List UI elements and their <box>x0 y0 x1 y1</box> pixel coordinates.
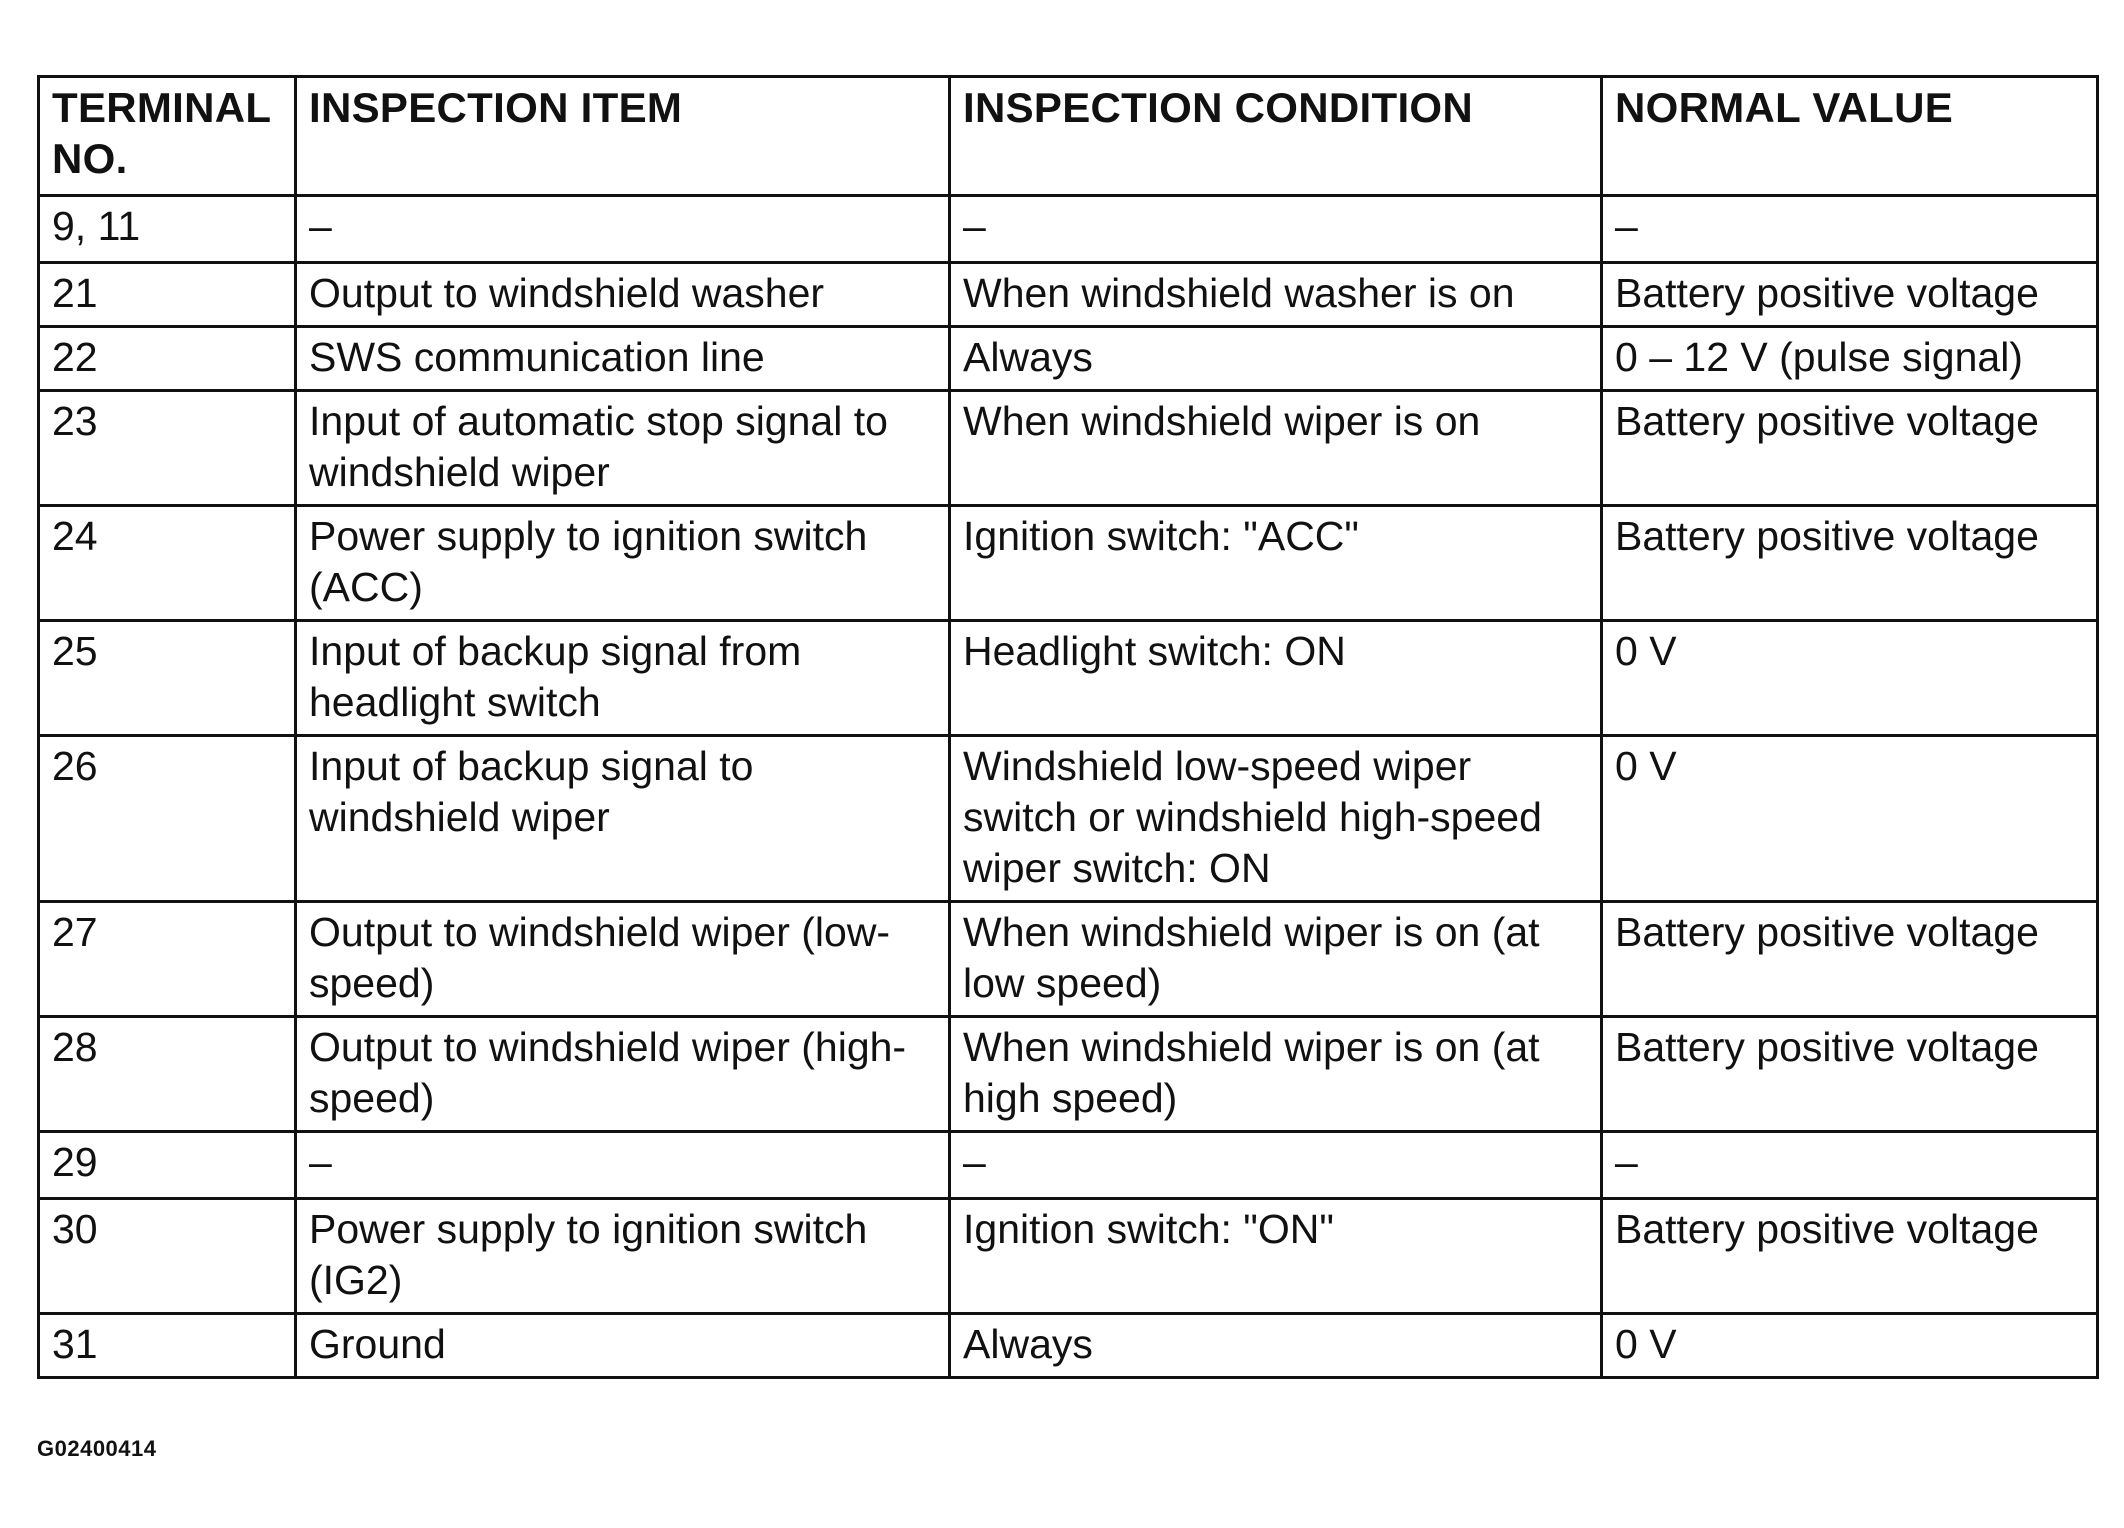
cell-inspection-item: Ground <box>296 1314 950 1378</box>
cell-terminal-no: 31 <box>39 1314 296 1378</box>
cell-normal-value: Battery positive voltage <box>1602 902 2098 1017</box>
cell-terminal-no: 26 <box>39 736 296 902</box>
cell-normal-value: Battery positive voltage <box>1602 391 2098 506</box>
cell-inspection-condition: Always <box>950 1314 1602 1378</box>
cell-inspection-condition: – <box>950 1132 1602 1199</box>
header-inspection-condition: INSPECTION CONDITION <box>950 77 1602 196</box>
cell-terminal-no: 21 <box>39 263 296 327</box>
table-row <box>39 391 2098 506</box>
table-row <box>39 263 2098 327</box>
cell-normal-value: Battery positive voltage <box>1602 506 2098 621</box>
table-row <box>39 506 2098 621</box>
cell-inspection-condition: Ignition switch: "ON" <box>950 1199 1602 1314</box>
cell-inspection-item: Input of backup signal from headlight switch <box>296 621 950 736</box>
cell-inspection-item: Input of automatic stop signal to windshield wiper <box>296 391 950 506</box>
cell-terminal-no: 30 <box>39 1199 296 1314</box>
cell-terminal-no: 27 <box>39 902 296 1017</box>
terminal-inspection-table <box>37 75 2099 1379</box>
cell-terminal-no: 25 <box>39 621 296 736</box>
table-row <box>39 1017 2098 1132</box>
table-row <box>39 327 2098 391</box>
cell-inspection-item: Output to windshield wiper (low-speed) <box>296 902 950 1017</box>
cell-normal-value: Battery positive voltage <box>1602 1017 2098 1132</box>
table-row <box>39 1314 2098 1378</box>
figure-code: G02400414 <box>37 1436 157 1461</box>
cell-normal-value: – <box>1602 196 2098 263</box>
cell-normal-value: 0 V <box>1602 1314 2098 1378</box>
cell-terminal-no: 23 <box>39 391 296 506</box>
cell-inspection-item: Output to windshield wiper (high-speed) <box>296 1017 950 1132</box>
cell-inspection-condition: Ignition switch: "ACC" <box>950 506 1602 621</box>
cell-inspection-condition: Windshield low-speed wiper switch or windshield high-speed wiper switch: ON <box>950 736 1602 902</box>
cell-normal-value: 0 V <box>1602 621 2098 736</box>
cell-terminal-no: 28 <box>39 1017 296 1132</box>
cell-inspection-condition: When windshield wiper is on (at high speed) <box>950 1017 1602 1132</box>
cell-inspection-item: Output to windshield washer <box>296 263 950 327</box>
cell-terminal-no: 29 <box>39 1132 296 1199</box>
cell-inspection-item: – <box>296 1132 950 1199</box>
cell-normal-value: Battery positive voltage <box>1602 263 2098 327</box>
cell-inspection-condition: Headlight switch: ON <box>950 621 1602 736</box>
cell-terminal-no: 9, 11 <box>39 196 296 263</box>
cell-inspection-item: SWS communication line <box>296 327 950 391</box>
header-row <box>39 77 2098 196</box>
cell-inspection-condition: When windshield wiper is on (at low speed) <box>950 902 1602 1017</box>
table-row <box>39 1199 2098 1314</box>
cell-inspection-item: Power supply to ignition switch (IG2) <box>296 1199 950 1314</box>
cell-terminal-no: 22 <box>39 327 296 391</box>
cell-normal-value: 0 – 12 V (pulse signal) <box>1602 327 2098 391</box>
header-inspection-item: INSPECTION ITEM <box>296 77 950 196</box>
cell-normal-value: 0 V <box>1602 736 2098 902</box>
cell-inspection-item: Input of backup signal to windshield wiper <box>296 736 950 902</box>
table-row <box>39 1132 2098 1199</box>
cell-inspection-condition: Always <box>950 327 1602 391</box>
table-row <box>39 736 2098 902</box>
cell-inspection-condition: – <box>950 196 1602 263</box>
cell-normal-value: – <box>1602 1132 2098 1199</box>
header-normal-value: NORMAL VALUE <box>1602 77 2098 196</box>
cell-terminal-no: 24 <box>39 506 296 621</box>
table-row <box>39 621 2098 736</box>
cell-inspection-item: – <box>296 196 950 263</box>
cell-inspection-condition: When windshield wiper is on <box>950 391 1602 506</box>
cell-inspection-condition: When windshield washer is on <box>950 263 1602 327</box>
table-row <box>39 196 2098 263</box>
table-row <box>39 902 2098 1017</box>
cell-normal-value: Battery positive voltage <box>1602 1199 2098 1314</box>
header-terminal-no: TERMINAL NO. <box>39 77 296 196</box>
cell-inspection-item: Power supply to ignition switch (ACC) <box>296 506 950 621</box>
